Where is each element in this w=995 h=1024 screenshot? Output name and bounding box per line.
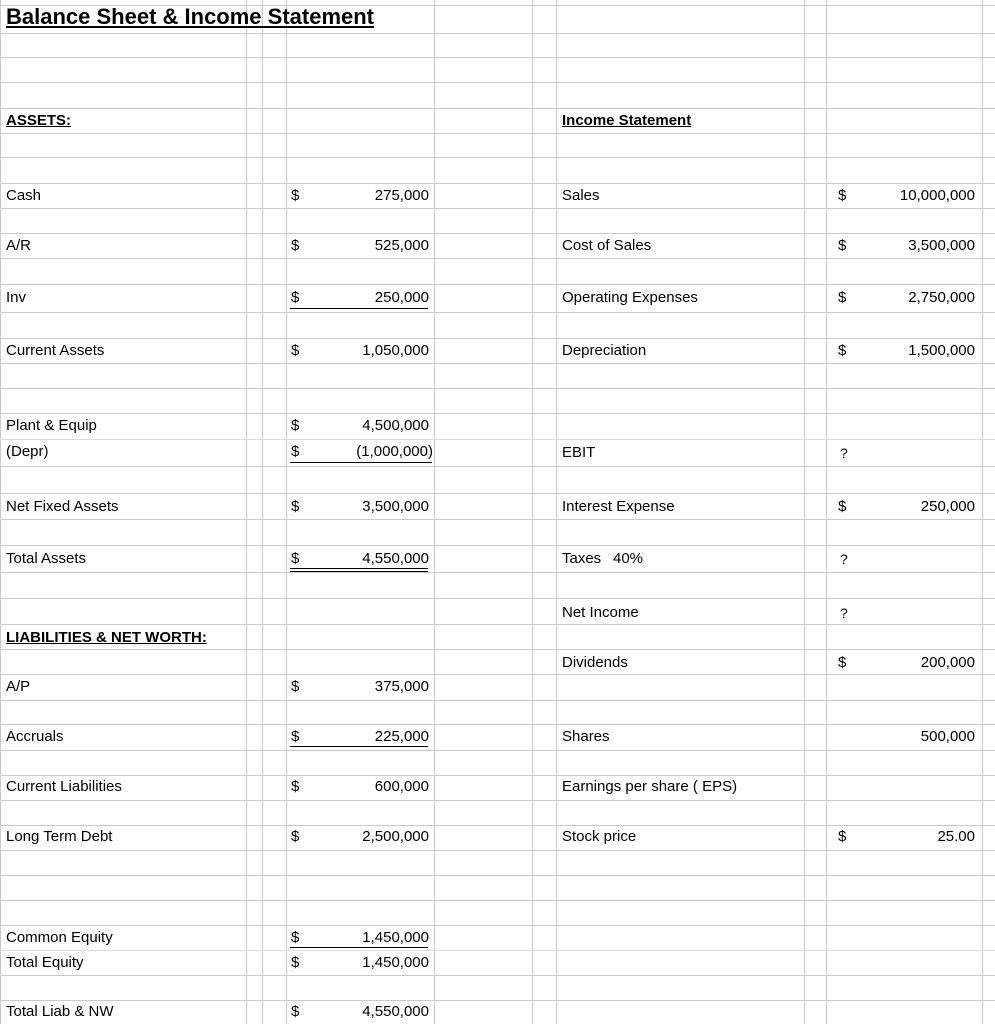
current-assets-currency: $: [291, 342, 300, 359]
depr-value: (1,000,000): [356, 443, 433, 460]
depreciation-label: Depreciation: [562, 342, 647, 359]
stock-price-currency: $: [838, 828, 847, 845]
cash-value: 275,000: [374, 187, 429, 204]
dividends-currency: $: [838, 654, 847, 671]
inv-underline: [290, 308, 428, 309]
stock-price-value: 25.00: [937, 828, 975, 845]
total-assets-currency: $: [291, 550, 300, 567]
income-header: Income Statement: [562, 112, 692, 129]
net-income-value: ?: [840, 605, 848, 621]
accruals-label: Accruals: [6, 728, 64, 745]
long-term-debt-label: Long Term Debt: [6, 828, 113, 845]
current-assets-value: 1,050,000: [362, 342, 429, 359]
depreciation-currency: $: [838, 342, 847, 359]
cost-of-sales-value: 3,500,000: [908, 237, 975, 254]
common-equity-label: Common Equity: [6, 929, 113, 946]
dividends-label: Dividends: [562, 654, 628, 671]
current-liabilities-value: 600,000: [374, 778, 429, 795]
ap-value: 375,000: [374, 678, 429, 695]
net-fixed-assets-label: Net Fixed Assets: [6, 498, 119, 515]
operating-expenses-label: Operating Expenses: [562, 289, 698, 306]
current-liabilities-label: Current Liabilities: [6, 778, 122, 795]
accruals-currency: $: [291, 728, 300, 745]
cash-label: Cash: [6, 187, 42, 204]
ar-value: 525,000: [374, 237, 429, 254]
depr-underline: [290, 462, 432, 463]
taxes-label: Taxes: [562, 550, 602, 567]
accruals-value: 225,000: [374, 728, 429, 745]
total-liab-nw-currency: $: [291, 1003, 300, 1020]
cost-of-sales-label: Cost of Sales: [562, 237, 652, 254]
interest-expense-value: 250,000: [920, 498, 975, 515]
depr-label: (Depr): [6, 443, 49, 460]
total-equity-currency: $: [291, 954, 300, 971]
current-liabilities-currency: $: [291, 778, 300, 795]
ap-label: A/P: [6, 678, 31, 695]
dividends-value: 200,000: [920, 654, 975, 671]
net-fixed-assets-currency: $: [291, 498, 300, 515]
operating-expenses-value: 2,750,000: [908, 289, 975, 306]
taxes-rate: 40%: [613, 550, 644, 567]
cash-currency: $: [291, 187, 300, 204]
sales-label: Sales: [562, 187, 600, 204]
cost-of-sales-currency: $: [838, 237, 847, 254]
net-fixed-assets-value: 3,500,000: [362, 498, 429, 515]
total-assets-underline-1: [290, 568, 428, 569]
common-equity-currency: $: [291, 929, 300, 946]
plant-equip-currency: $: [291, 417, 300, 434]
ebit-label: EBIT: [562, 444, 596, 461]
shares-label: Shares: [562, 728, 610, 745]
ebit-value: ?: [840, 445, 848, 461]
inv-value: 250,000: [374, 289, 429, 306]
total-equity-label: Total Equity: [6, 954, 84, 971]
total-equity-value: 1,450,000: [362, 954, 429, 971]
long-term-debt-currency: $: [291, 828, 300, 845]
depreciation-value: 1,500,000: [908, 342, 975, 359]
eps-label: Earnings per share ( EPS): [562, 778, 738, 795]
sheet-title: Balance Sheet & Income Statement: [6, 4, 375, 29]
ap-currency: $: [291, 678, 300, 695]
total-liab-nw-value: 4,550,000: [362, 1003, 429, 1020]
common-equity-underline: [290, 947, 428, 948]
total-assets-underline-2: [290, 571, 428, 572]
liabilities-header: LIABILITIES & NET WORTH:: [6, 629, 207, 646]
plant-equip-label: Plant & Equip: [6, 417, 97, 434]
interest-expense-label: Interest Expense: [562, 498, 675, 515]
common-equity-value: 1,450,000: [362, 929, 429, 946]
sales-currency: $: [838, 187, 847, 204]
shares-value: 500,000: [920, 728, 975, 745]
taxes-value: ?: [840, 551, 848, 567]
total-liab-nw-label: Total Liab & NW: [6, 1003, 114, 1020]
total-assets-label: Total Assets: [6, 550, 87, 567]
sales-value: 10,000,000: [899, 187, 975, 204]
assets-header: ASSETS:: [6, 112, 72, 129]
accruals-underline: [290, 746, 428, 747]
depr-currency: $: [291, 443, 300, 460]
total-assets-value: 4,550,000: [362, 550, 429, 567]
inv-currency: $: [291, 289, 300, 306]
net-income-label: Net Income: [562, 604, 639, 621]
operating-expenses-currency: $: [838, 289, 847, 306]
plant-equip-value: 4,500,000: [362, 417, 429, 434]
interest-expense-currency: $: [838, 498, 847, 515]
inv-label: Inv: [6, 289, 27, 306]
ar-currency: $: [291, 237, 300, 254]
current-assets-label: Current Assets: [6, 342, 105, 359]
long-term-debt-value: 2,500,000: [362, 828, 429, 845]
stock-price-label: Stock price: [562, 828, 637, 845]
ar-label: A/R: [6, 237, 32, 254]
